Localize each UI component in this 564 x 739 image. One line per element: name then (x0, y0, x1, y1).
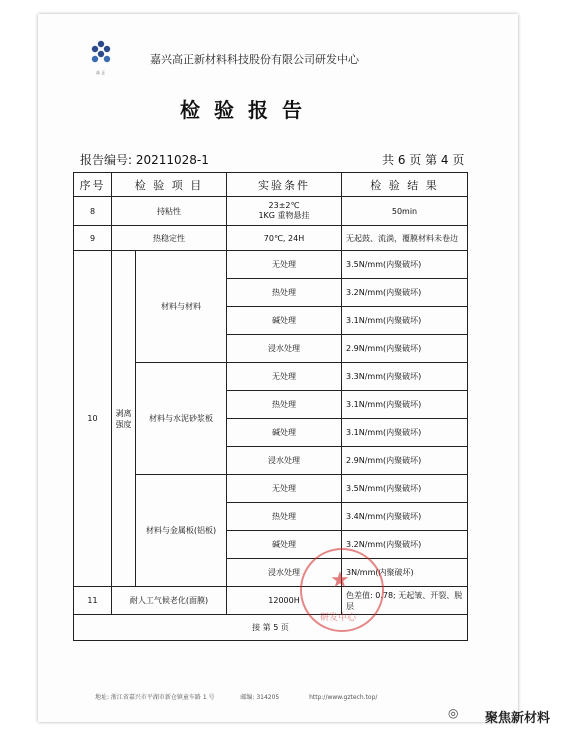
row-result: 色差值: 0.78; 无起皱、开裂、脱层 (342, 587, 468, 615)
row-result: 3.2N/mm(内聚破坏) (342, 531, 468, 559)
continued-note: 接 第 5 页 (74, 615, 468, 641)
row-no: 8 (74, 197, 112, 226)
page-info: 共 6 页 第 4 页 (382, 153, 465, 167)
footer-postcode: 邮编: 314205 (240, 694, 280, 701)
table-row (74, 251, 468, 279)
row-condition: 热处理 (227, 279, 342, 307)
row-condition (227, 197, 342, 226)
watermark-text: 聚焦新材料 (484, 711, 550, 726)
row-no: 9 (74, 226, 112, 251)
table-row (74, 587, 468, 615)
row-result: 2.9N/mm(内聚破坏) (342, 447, 468, 475)
company-logo-icon (88, 40, 114, 66)
stamp-text: 研发中心 (320, 613, 357, 623)
row-result: 3.1N/mm(内聚破坏) (342, 391, 468, 419)
header-no: 序号 (74, 173, 112, 197)
row-condition: 碱处理 (227, 419, 342, 447)
company-name: 嘉兴高正新材料科技股份有限公司研发中心 (150, 53, 359, 66)
row-result: 无起鼓、流淌，覆膜材料未卷边 (342, 226, 468, 251)
condition-line: 23±2℃ (268, 201, 300, 210)
row-result: 3.5N/mm(内聚破坏) (342, 475, 468, 503)
row-result: 3.1N/mm(内聚破坏) (342, 307, 468, 335)
condition-line: 1KG 重物悬挂 (258, 211, 310, 220)
table-row (74, 197, 468, 226)
report-number: 报告编号: 20211028-1 (80, 153, 209, 167)
group-name: 材料与材料 (136, 251, 227, 363)
row-item: 热稳定性 (112, 226, 227, 251)
header-result: 检 验 结 果 (342, 173, 468, 197)
header-item: 检 验 项 目 (112, 173, 227, 197)
row-result: 3.2N/mm(内聚破坏) (342, 279, 468, 307)
report-title: 检验报告 (180, 98, 316, 122)
row-item: 耐人工气候老化(面膜) (112, 587, 227, 615)
group-name: 材料与金属板(铝板) (136, 475, 227, 587)
row-condition: 12000H (227, 587, 342, 615)
row-condition: 无处理 (227, 475, 342, 503)
row-condition: 浸水处理 (227, 447, 342, 475)
row-condition: 碱处理 (227, 307, 342, 335)
row-condition: 浸水处理 (227, 559, 342, 587)
header-condition: 实验条件 (227, 173, 342, 197)
row-result: 2.9N/mm(内聚破坏) (342, 335, 468, 363)
footer-website: http://www.gztech.top/ (309, 694, 378, 701)
row-condition: 浸水处理 (227, 335, 342, 363)
row-condition: 热处理 (227, 391, 342, 419)
table-header-row (74, 173, 468, 197)
row-no: 11 (74, 587, 112, 615)
table-row (74, 615, 468, 641)
table-row (74, 226, 468, 251)
inspection-table (73, 172, 468, 641)
row-condition: 碱处理 (227, 531, 342, 559)
stamp-star-icon: ★ (330, 568, 350, 593)
group-name: 材料与水泥砂浆板 (136, 363, 227, 475)
row-result: 3.4N/mm(内聚破坏) (342, 503, 468, 531)
row-condition: 70℃, 24H (227, 226, 342, 251)
row-condition: 无处理 (227, 363, 342, 391)
row-result: 3.3N/mm(内聚破坏) (342, 363, 468, 391)
row-condition: 热处理 (227, 503, 342, 531)
row-item: 持粘性 (112, 197, 227, 226)
row-result: 3.5N/mm(内聚破坏) (342, 251, 468, 279)
logo-label: 高 正 (96, 70, 106, 75)
wechat-icon: ◎ (448, 706, 459, 720)
row-no: 10 (74, 251, 112, 587)
row-condition: 无处理 (227, 251, 342, 279)
row-result: 3.1N/mm(内聚破坏) (342, 419, 468, 447)
footer-address: 地址: 浙江省嘉兴市平湖市新仓镇童车路 1 号 (95, 694, 215, 701)
row-item: 剥离强度 (112, 251, 136, 587)
row-result: 3N/mm(内聚破坏) (342, 559, 468, 587)
footer (95, 692, 377, 701)
row-result: 50min (342, 197, 468, 226)
